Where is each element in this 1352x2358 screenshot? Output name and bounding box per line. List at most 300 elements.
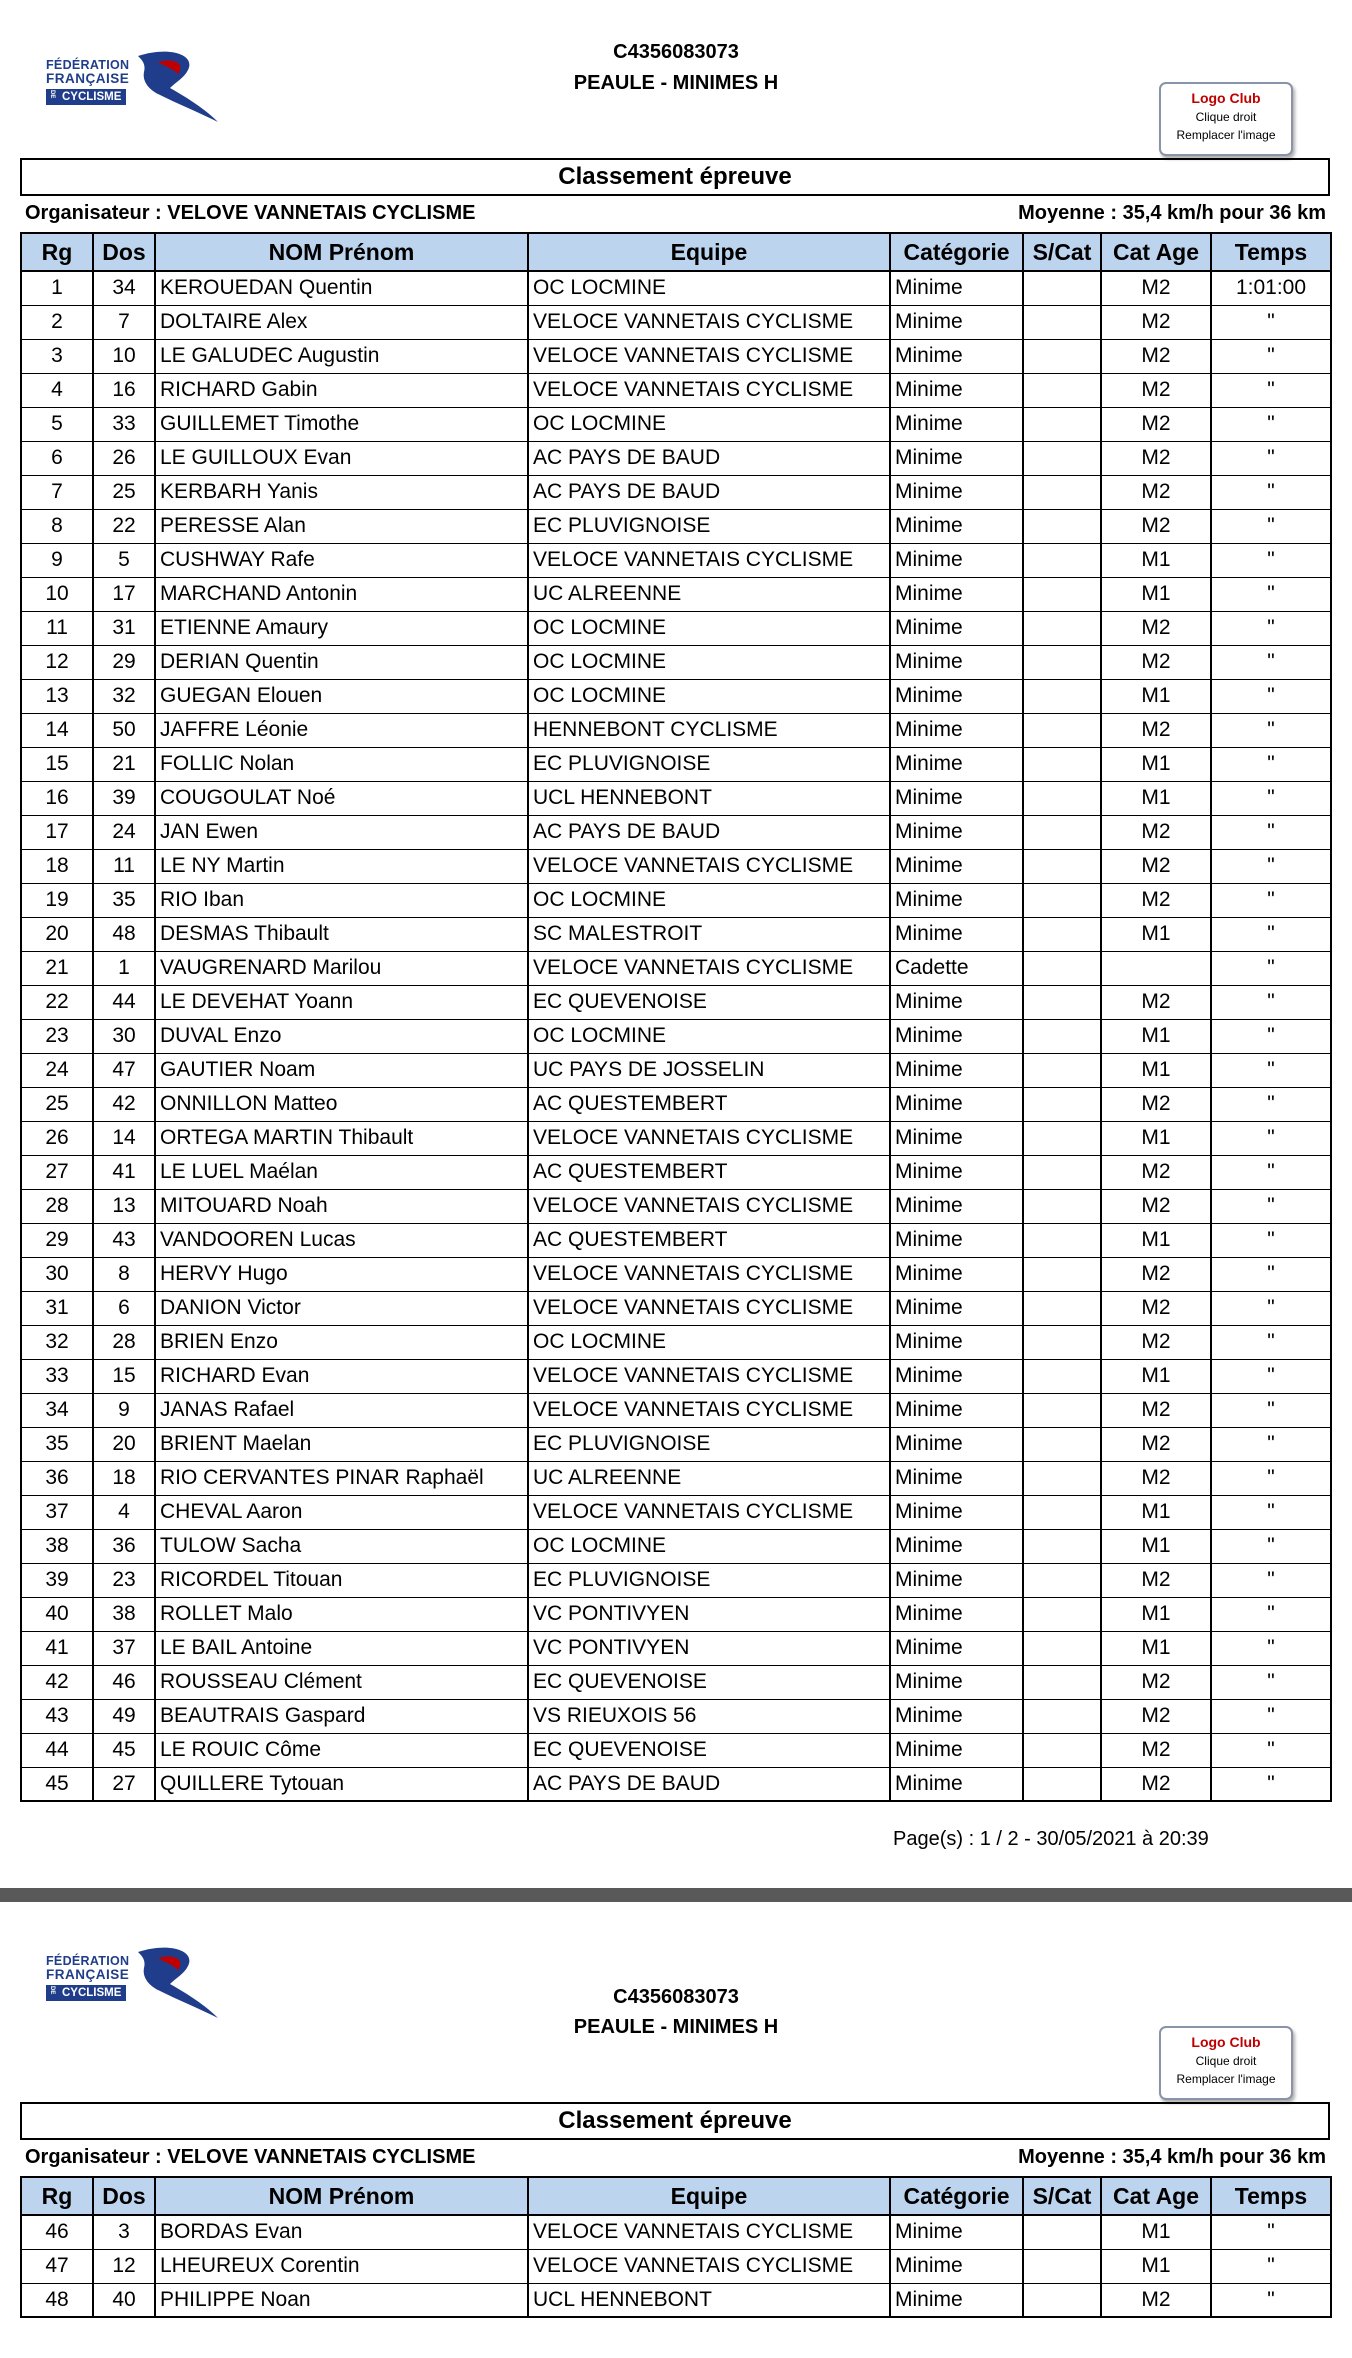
cell-equipe: OC LOCMINE (528, 271, 890, 305)
cell-rang: 24 (21, 1053, 93, 1087)
cell-cat-age: M1 (1101, 917, 1211, 951)
federation-logo-line3: CYCLISME (62, 91, 122, 103)
cell-temps: " (1211, 339, 1331, 373)
cell-dossard: 8 (93, 1257, 155, 1291)
cell-cat-age: M2 (1101, 1733, 1211, 1767)
cell-sous-categorie (1023, 1121, 1101, 1155)
cell-categorie: Minime (890, 305, 1023, 339)
cell-categorie: Minime (890, 475, 1023, 509)
table-row (21, 849, 1331, 883)
cell-equipe: OC LOCMINE (528, 407, 890, 441)
cell-categorie: Minime (890, 1019, 1023, 1053)
cell-cat-age: M1 (1101, 1495, 1211, 1529)
cell-temps: " (1211, 1461, 1331, 1495)
cell-categorie: Minime (890, 1359, 1023, 1393)
cell-temps: " (1211, 475, 1331, 509)
cell-sous-categorie (1023, 1325, 1101, 1359)
cell-cat-age: M1 (1101, 781, 1211, 815)
cell-nom-prenom: DANION Victor (155, 1291, 528, 1325)
table-row (21, 1427, 1331, 1461)
table-row (21, 577, 1331, 611)
cell-equipe: VELOCE VANNETAIS CYCLISME (528, 1495, 890, 1529)
results-table-body (21, 271, 1331, 1801)
cell-dossard: 6 (93, 1291, 155, 1325)
cell-rang: 44 (21, 1733, 93, 1767)
cell-temps: " (1211, 1393, 1331, 1427)
cell-temps: " (1211, 1699, 1331, 1733)
cell-cat-age: M2 (1101, 1699, 1211, 1733)
cell-rang: 32 (21, 1325, 93, 1359)
cell-cat-age: M2 (1101, 1257, 1211, 1291)
cell-rang: 11 (21, 611, 93, 645)
cell-categorie: Minime (890, 1427, 1023, 1461)
table-row (21, 1767, 1331, 1801)
cell-nom-prenom: BRIEN Enzo (155, 1325, 528, 1359)
cell-nom-prenom: DERIAN Quentin (155, 645, 528, 679)
cell-rang: 30 (21, 1257, 93, 1291)
cell-categorie: Minime (890, 1495, 1023, 1529)
cell-equipe: VELOCE VANNETAIS CYCLISME (528, 1121, 890, 1155)
cell-cat-age: M2 (1101, 1291, 1211, 1325)
federation-logo-line3: CYCLISME (62, 1987, 122, 1999)
cell-sous-categorie (1023, 1597, 1101, 1631)
cell-dossard: 27 (93, 1767, 155, 1801)
cell-categorie: Minime (890, 1155, 1023, 1189)
cell-dossard: 32 (93, 679, 155, 713)
cell-rang: 47 (21, 2249, 93, 2283)
cell-dossard: 18 (93, 1461, 155, 1495)
cell-sous-categorie (1023, 883, 1101, 917)
cell-equipe: VELOCE VANNETAIS CYCLISME (528, 1291, 890, 1325)
cell-temps: " (1211, 305, 1331, 339)
cell-temps: " (1211, 611, 1331, 645)
cell-sous-categorie (1023, 339, 1101, 373)
table-row (21, 815, 1331, 849)
cell-cat-age: M2 (1101, 1427, 1211, 1461)
cell-sous-categorie (1023, 1291, 1101, 1325)
table-row (21, 1733, 1331, 1767)
cell-rang: 19 (21, 883, 93, 917)
cell-rang: 43 (21, 1699, 93, 1733)
cell-temps: " (1211, 781, 1331, 815)
club-logo-placeholder[interactable] (1159, 2026, 1293, 2100)
col-header-catage: Cat Age (1101, 233, 1211, 271)
cell-nom-prenom: JAN Ewen (155, 815, 528, 849)
cell-cat-age: M2 (1101, 1325, 1211, 1359)
cell-cat-age: M1 (1101, 679, 1211, 713)
table-row (21, 1699, 1331, 1733)
cell-dossard: 20 (93, 1427, 155, 1461)
cell-sous-categorie (1023, 1461, 1101, 1495)
cell-categorie: Minime (890, 747, 1023, 781)
cell-rang: 34 (21, 1393, 93, 1427)
cell-sous-categorie (1023, 679, 1101, 713)
cell-dossard: 7 (93, 305, 155, 339)
cell-equipe: EC PLUVIGNOISE (528, 1427, 890, 1461)
cell-equipe: OC LOCMINE (528, 645, 890, 679)
cell-dossard: 47 (93, 1053, 155, 1087)
cell-equipe: AC QUESTEMBERT (528, 1087, 890, 1121)
cell-categorie: Minime (890, 849, 1023, 883)
table-row (21, 1495, 1331, 1529)
table-row (21, 1291, 1331, 1325)
table-row (21, 713, 1331, 747)
cell-cat-age: M2 (1101, 1563, 1211, 1597)
results-table (20, 232, 1332, 1802)
cell-categorie: Minime (890, 1189, 1023, 1223)
cell-sous-categorie (1023, 407, 1101, 441)
cell-dossard: 38 (93, 1597, 155, 1631)
cell-nom-prenom: CUSHWAY Rafe (155, 543, 528, 577)
cell-rang: 16 (21, 781, 93, 815)
cell-categorie: Minime (890, 373, 1023, 407)
cell-dossard: 36 (93, 1529, 155, 1563)
table-row (21, 1461, 1331, 1495)
cell-dossard: 1 (93, 951, 155, 985)
cell-dossard: 23 (93, 1563, 155, 1597)
cell-nom-prenom: BEAUTRAIS Gaspard (155, 1699, 528, 1733)
cell-dossard: 37 (93, 1631, 155, 1665)
cell-rang: 12 (21, 645, 93, 679)
cell-categorie: Minime (890, 611, 1023, 645)
cell-dossard: 12 (93, 2249, 155, 2283)
cell-nom-prenom: RICORDEL Titouan (155, 1563, 528, 1597)
cell-categorie: Minime (890, 1597, 1023, 1631)
cell-cat-age: M1 (1101, 577, 1211, 611)
cell-temps: " (1211, 1087, 1331, 1121)
table-row (21, 781, 1331, 815)
cell-equipe: AC PAYS DE BAUD (528, 815, 890, 849)
cell-nom-prenom: GUILLEMET Timothe (155, 407, 528, 441)
cell-rang: 3 (21, 339, 93, 373)
classement-heading: Classement épreuve (20, 2102, 1330, 2140)
cell-categorie: Minime (890, 1461, 1023, 1495)
cell-rang: 27 (21, 1155, 93, 1189)
table-row (21, 883, 1331, 917)
cell-categorie: Minime (890, 645, 1023, 679)
cell-equipe: VELOCE VANNETAIS CYCLISME (528, 849, 890, 883)
table-header-row (21, 233, 1331, 271)
table-row (21, 1087, 1331, 1121)
cell-rang: 22 (21, 985, 93, 1019)
cell-cat-age: M2 (1101, 339, 1211, 373)
cell-dossard: 21 (93, 747, 155, 781)
cell-temps: " (1211, 509, 1331, 543)
cell-cat-age: M2 (1101, 1087, 1211, 1121)
cell-equipe: OC LOCMINE (528, 611, 890, 645)
cell-equipe: VELOCE VANNETAIS CYCLISME (528, 1189, 890, 1223)
cell-cat-age: M1 (1101, 1597, 1211, 1631)
cell-temps: " (1211, 1359, 1331, 1393)
cell-nom-prenom: LHEUREUX Corentin (155, 2249, 528, 2283)
cell-temps: " (1211, 1257, 1331, 1291)
cell-sous-categorie (1023, 1189, 1101, 1223)
cell-nom-prenom: ONNILLON Matteo (155, 1087, 528, 1121)
cell-sous-categorie (1023, 373, 1101, 407)
cell-rang: 48 (21, 2283, 93, 2317)
cell-temps: " (1211, 985, 1331, 1019)
table-row (21, 305, 1331, 339)
table-row (21, 645, 1331, 679)
cell-dossard: 26 (93, 441, 155, 475)
cell-rang: 15 (21, 747, 93, 781)
cell-temps: " (1211, 1325, 1331, 1359)
cell-cat-age: M2 (1101, 713, 1211, 747)
cell-categorie: Minime (890, 1393, 1023, 1427)
cell-categorie: Minime (890, 815, 1023, 849)
cell-rang: 26 (21, 1121, 93, 1155)
cell-rang: 23 (21, 1019, 93, 1053)
cell-rang: 18 (21, 849, 93, 883)
table-row (21, 1359, 1331, 1393)
cell-equipe: EC PLUVIGNOISE (528, 1563, 890, 1597)
cell-dossard: 34 (93, 271, 155, 305)
cell-dossard: 4 (93, 1495, 155, 1529)
cell-temps: " (1211, 1529, 1331, 1563)
cell-equipe: VELOCE VANNETAIS CYCLISME (528, 951, 890, 985)
cell-dossard: 43 (93, 1223, 155, 1257)
cell-nom-prenom: VAUGRENARD Marilou (155, 951, 528, 985)
cell-cat-age: M1 (1101, 1019, 1211, 1053)
cell-nom-prenom: PHILIPPE Noan (155, 2283, 528, 2317)
cell-nom-prenom: ROUSSEAU Clément (155, 1665, 528, 1699)
club-logo-hint-1: Clique droit (1195, 2054, 1257, 2068)
cell-sous-categorie (1023, 1393, 1101, 1427)
cell-dossard: 45 (93, 1733, 155, 1767)
cell-sous-categorie (1023, 645, 1101, 679)
cell-rang: 13 (21, 679, 93, 713)
cell-rang: 46 (21, 2215, 93, 2249)
cell-nom-prenom: HERVY Hugo (155, 1257, 528, 1291)
cell-categorie: Minime (890, 441, 1023, 475)
col-header-dos: Dos (93, 2177, 155, 2215)
club-logo-placeholder[interactable] (1159, 82, 1293, 156)
federation-logo-line2: FRANÇAISE (46, 1967, 130, 1982)
cell-cat-age: M2 (1101, 849, 1211, 883)
cell-sous-categorie (1023, 2249, 1101, 2283)
cell-temps: " (1211, 1563, 1331, 1597)
cell-categorie: Minime (890, 1291, 1023, 1325)
cell-sous-categorie (1023, 1495, 1101, 1529)
cell-rang: 31 (21, 1291, 93, 1325)
cell-sous-categorie (1023, 747, 1101, 781)
federation-logo-line1: FÉDÉRATION (46, 1954, 130, 1968)
cell-dossard: 39 (93, 781, 155, 815)
col-header-temps: Temps (1211, 233, 1331, 271)
table-row (21, 339, 1331, 373)
cell-equipe: EC PLUVIGNOISE (528, 747, 890, 781)
cell-sous-categorie (1023, 543, 1101, 577)
cell-temps: " (1211, 2249, 1331, 2283)
cell-cat-age: M2 (1101, 985, 1211, 1019)
federation-logo-line1: FÉDÉRATION (46, 58, 130, 72)
club-logo-title: Logo Club (1191, 90, 1261, 106)
cell-equipe: EC PLUVIGNOISE (528, 509, 890, 543)
cell-categorie: Minime (890, 1631, 1023, 1665)
cell-sous-categorie (1023, 1019, 1101, 1053)
cell-sous-categorie (1023, 985, 1101, 1019)
cell-rang: 28 (21, 1189, 93, 1223)
table-row (21, 951, 1331, 985)
cell-rang: 21 (21, 951, 93, 985)
cell-temps: " (1211, 883, 1331, 917)
cell-categorie: Minime (890, 985, 1023, 1019)
cell-nom-prenom: JANAS Rafael (155, 1393, 528, 1427)
moyenne-label: Moyenne : 35,4 km/h pour 36 km (1018, 202, 1326, 224)
cell-nom-prenom: BRIENT Maelan (155, 1427, 528, 1461)
col-header-dos: Dos (93, 233, 155, 271)
cell-rang: 45 (21, 1767, 93, 1801)
cell-cat-age: M1 (1101, 747, 1211, 781)
federation-logo-line2: FRANÇAISE (46, 71, 130, 86)
page-separator (0, 1888, 1352, 1902)
cell-sous-categorie (1023, 1631, 1101, 1665)
cell-equipe: OC LOCMINE (528, 679, 890, 713)
cell-temps: " (1211, 2215, 1331, 2249)
results-page-2 (0, 1902, 1352, 2358)
cell-equipe: VELOCE VANNETAIS CYCLISME (528, 305, 890, 339)
cell-dossard: 9 (93, 1393, 155, 1427)
cell-temps: " (1211, 1665, 1331, 1699)
cell-equipe: UCL HENNEBONT (528, 2283, 890, 2317)
cell-temps: " (1211, 1121, 1331, 1155)
results-table-body (21, 2215, 1331, 2317)
table-row (21, 1257, 1331, 1291)
col-header-temps: Temps (1211, 2177, 1331, 2215)
table-row (21, 2249, 1331, 2283)
cell-nom-prenom: MARCHAND Antonin (155, 577, 528, 611)
cell-rang: 20 (21, 917, 93, 951)
cell-nom-prenom: RIO Iban (155, 883, 528, 917)
cell-cat-age: M1 (1101, 2215, 1211, 2249)
cell-cat-age: M2 (1101, 1155, 1211, 1189)
cell-sous-categorie (1023, 713, 1101, 747)
cell-nom-prenom: LE NY Martin (155, 849, 528, 883)
cell-rang: 9 (21, 543, 93, 577)
table-row (21, 2283, 1331, 2317)
cell-nom-prenom: GAUTIER Noam (155, 1053, 528, 1087)
cell-rang: 8 (21, 509, 93, 543)
table-row (21, 1665, 1331, 1699)
organisateur-label: Organisateur : VELOVE VANNETAIS CYCLISME (25, 202, 476, 224)
cell-temps: " (1211, 373, 1331, 407)
cell-sous-categorie (1023, 781, 1101, 815)
cell-dossard: 14 (93, 1121, 155, 1155)
cell-rang: 35 (21, 1427, 93, 1461)
cell-dossard: 3 (93, 2215, 155, 2249)
cell-equipe: EC QUEVENOISE (528, 1665, 890, 1699)
cell-dossard: 28 (93, 1325, 155, 1359)
cell-nom-prenom: FOLLIC Nolan (155, 747, 528, 781)
cell-equipe: EC QUEVENOISE (528, 1733, 890, 1767)
cell-rang: 42 (21, 1665, 93, 1699)
club-logo-hint-2: Remplacer l'image (1176, 128, 1276, 142)
cell-cat-age: M2 (1101, 271, 1211, 305)
cell-rang: 39 (21, 1563, 93, 1597)
cell-sous-categorie (1023, 1053, 1101, 1087)
cell-sous-categorie (1023, 815, 1101, 849)
cell-categorie: Minime (890, 883, 1023, 917)
cell-temps: " (1211, 1053, 1331, 1087)
cell-equipe: UC ALREENNE (528, 577, 890, 611)
cell-rang: 1 (21, 271, 93, 305)
cell-dossard: 10 (93, 339, 155, 373)
cell-sous-categorie (1023, 1767, 1101, 1801)
col-header-rg: Rg (21, 233, 93, 271)
cell-nom-prenom: DOLTAIRE Alex (155, 305, 528, 339)
cell-cat-age: M1 (1101, 1223, 1211, 1257)
table-row (21, 917, 1331, 951)
cell-rang: 29 (21, 1223, 93, 1257)
cell-dossard: 25 (93, 475, 155, 509)
cell-sous-categorie (1023, 1087, 1101, 1121)
col-header-nom: NOM Prénom (155, 2177, 528, 2215)
cell-cat-age: M2 (1101, 883, 1211, 917)
cell-equipe: VELOCE VANNETAIS CYCLISME (528, 1393, 890, 1427)
cell-sous-categorie (1023, 305, 1101, 339)
cell-nom-prenom: CHEVAL Aaron (155, 1495, 528, 1529)
cell-nom-prenom: BORDAS Evan (155, 2215, 528, 2249)
cell-dossard: 50 (93, 713, 155, 747)
table-row (21, 679, 1331, 713)
cell-cat-age: M2 (1101, 407, 1211, 441)
table-row (21, 611, 1331, 645)
cell-rang: 17 (21, 815, 93, 849)
cell-temps: " (1211, 679, 1331, 713)
cell-temps: " (1211, 747, 1331, 781)
cell-temps: " (1211, 2283, 1331, 2317)
cell-categorie: Minime (890, 1563, 1023, 1597)
cell-rang: 37 (21, 1495, 93, 1529)
cell-equipe: VELOCE VANNETAIS CYCLISME (528, 543, 890, 577)
table-row (21, 441, 1331, 475)
col-header-scat: S/Cat (1023, 233, 1101, 271)
cell-rang: 40 (21, 1597, 93, 1631)
cell-dossard: 22 (93, 509, 155, 543)
cell-temps: " (1211, 1155, 1331, 1189)
cell-temps: " (1211, 713, 1331, 747)
table-row (21, 407, 1331, 441)
cell-nom-prenom: DUVAL Enzo (155, 1019, 528, 1053)
table-row (21, 1529, 1331, 1563)
cell-dossard: 44 (93, 985, 155, 1019)
col-header-equipe: Equipe (528, 233, 890, 271)
table-row (21, 747, 1331, 781)
cell-equipe: EC QUEVENOISE (528, 985, 890, 1019)
cell-cat-age: M2 (1101, 305, 1211, 339)
cell-nom-prenom: JAFFRE Léonie (155, 713, 528, 747)
cell-dossard: 35 (93, 883, 155, 917)
cell-equipe: AC PAYS DE BAUD (528, 441, 890, 475)
cell-equipe: HENNEBONT CYCLISME (528, 713, 890, 747)
cell-sous-categorie (1023, 1733, 1101, 1767)
cell-cat-age: M1 (1101, 543, 1211, 577)
table-row (21, 475, 1331, 509)
cell-rang: 14 (21, 713, 93, 747)
cell-equipe: AC PAYS DE BAUD (528, 1767, 890, 1801)
cell-nom-prenom: RIO CERVANTES PINAR Raphaël (155, 1461, 528, 1495)
cell-sous-categorie (1023, 271, 1101, 305)
table-row (21, 373, 1331, 407)
cell-dossard: 24 (93, 815, 155, 849)
table-row (21, 1121, 1331, 1155)
cell-cat-age (1101, 951, 1211, 985)
cell-rang: 5 (21, 407, 93, 441)
cell-sous-categorie (1023, 441, 1101, 475)
federation-logo-prefix: DE (49, 90, 55, 99)
cell-nom-prenom: TULOW Sacha (155, 1529, 528, 1563)
cell-categorie: Minime (890, 1529, 1023, 1563)
